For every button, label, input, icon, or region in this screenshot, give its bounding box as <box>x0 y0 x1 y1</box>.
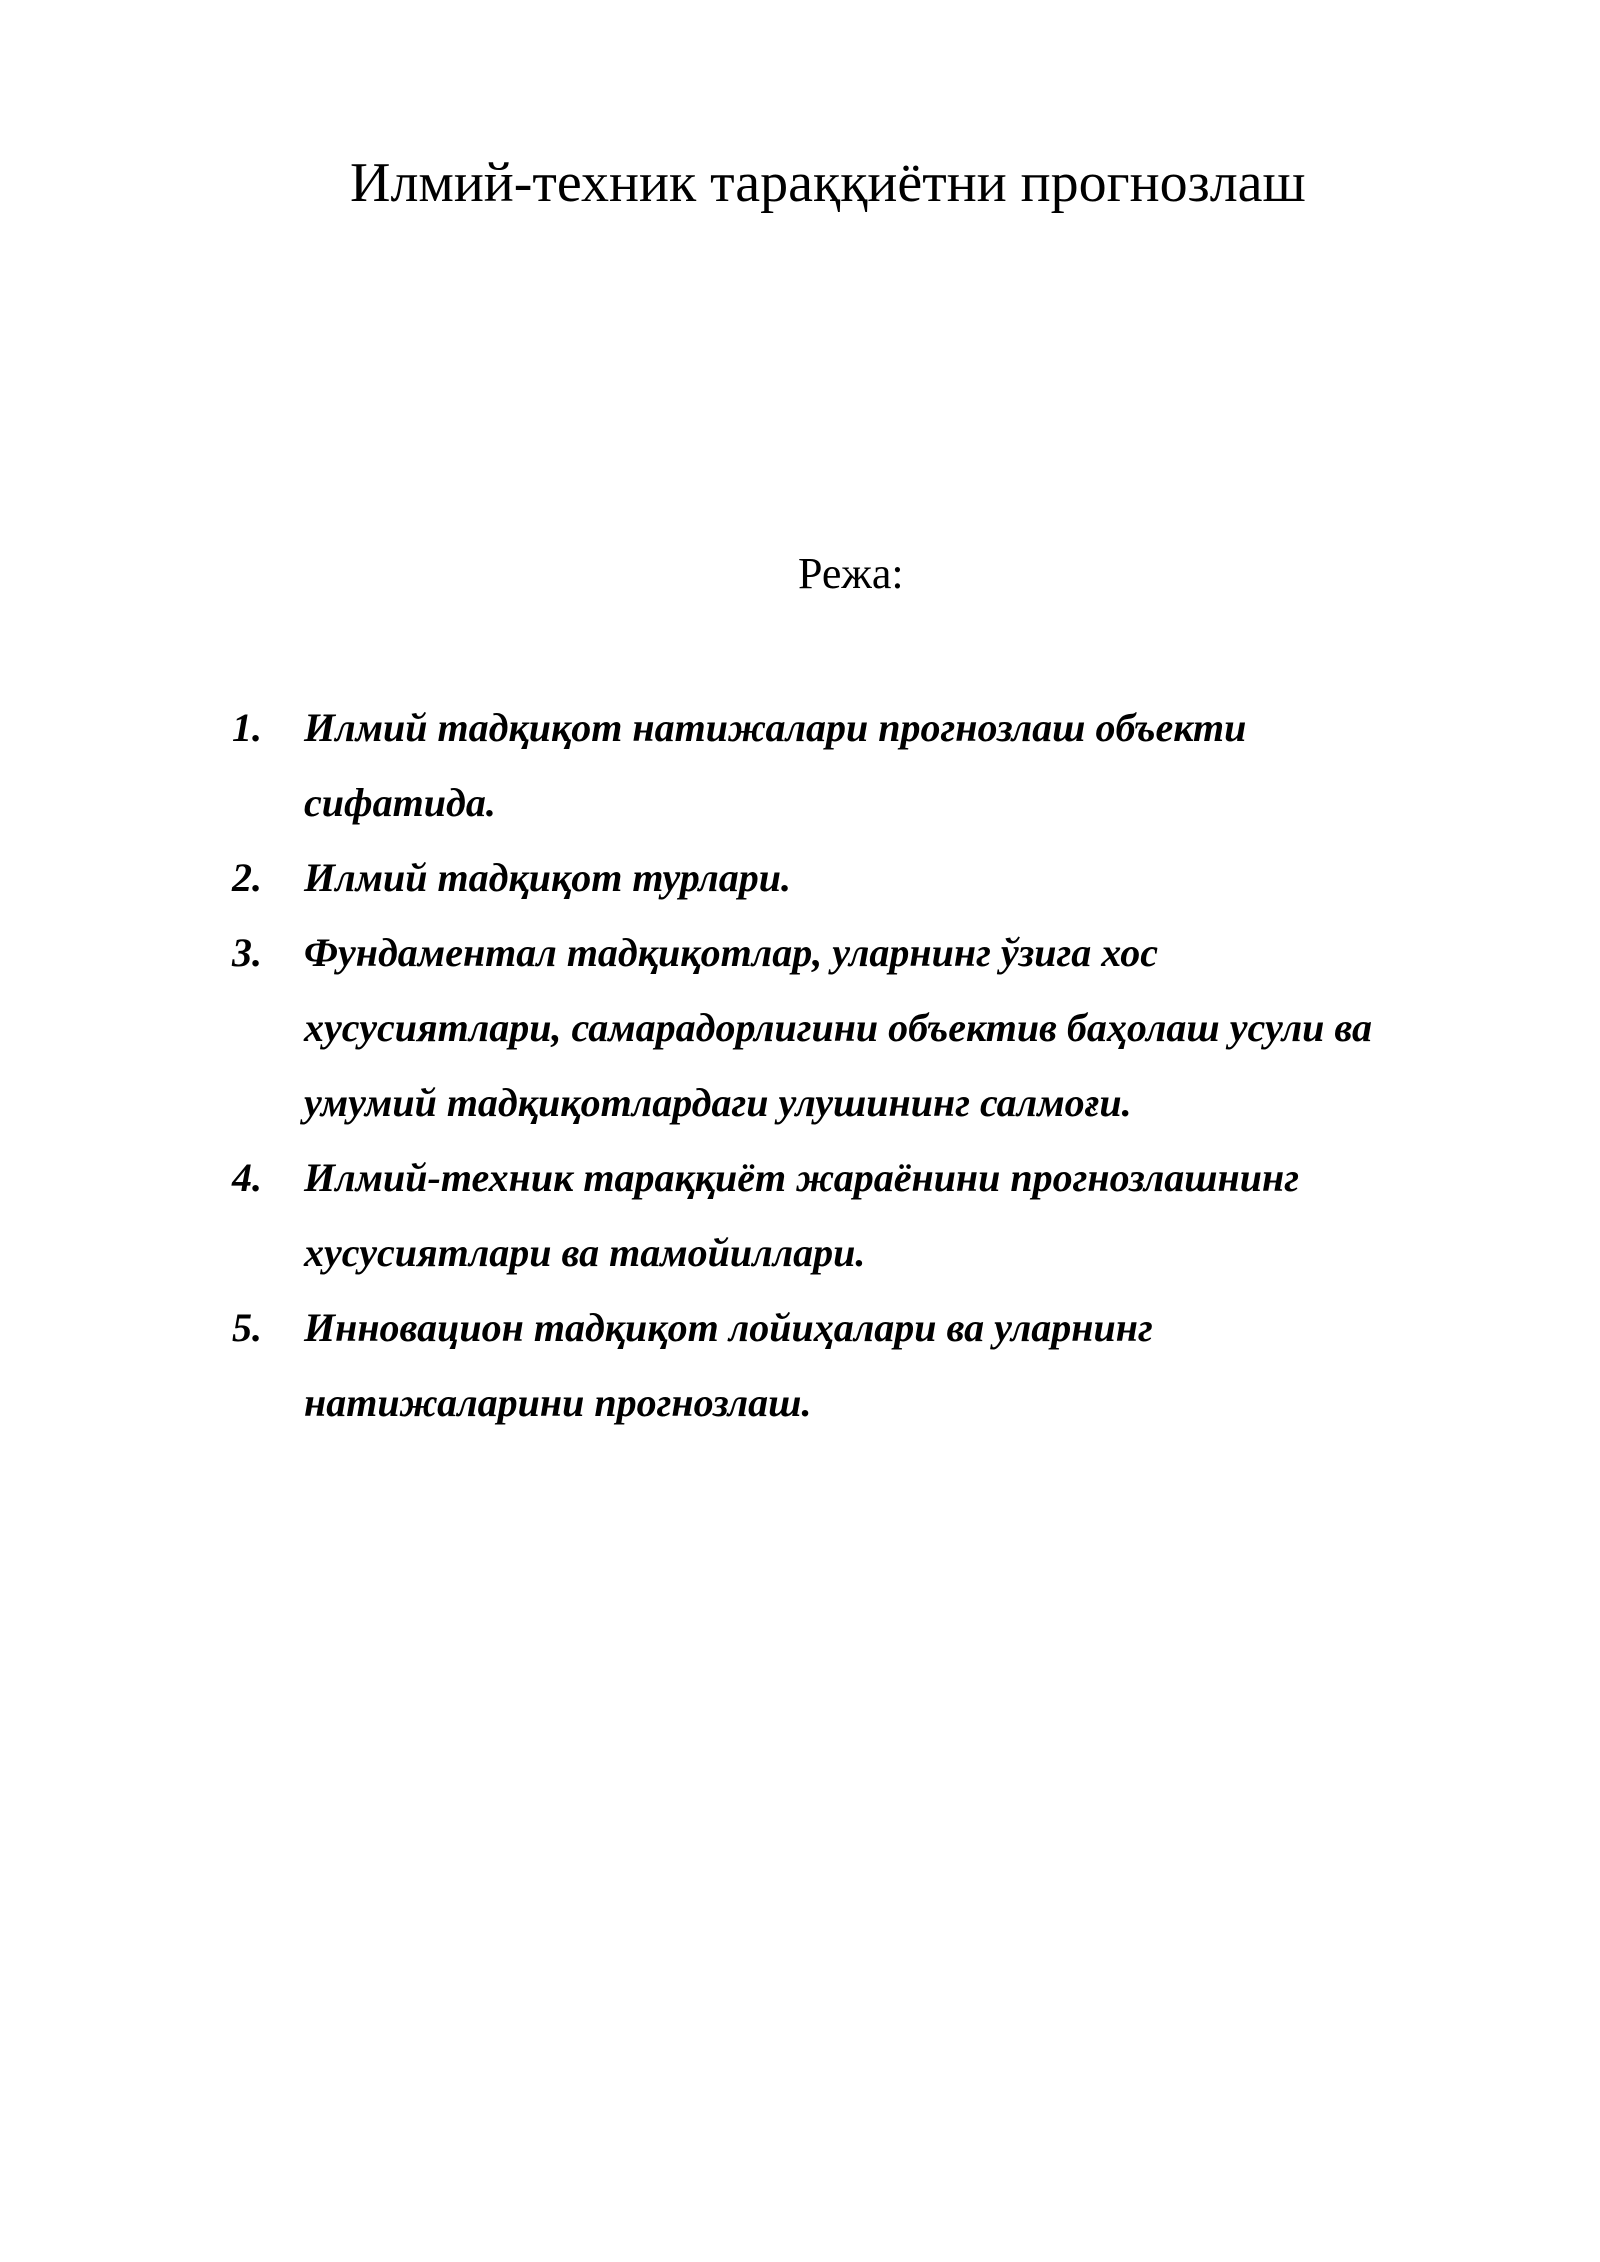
plan-item-number: 1. <box>232 705 262 750</box>
plan-item-line: хусусиятлари, самарадорлигини объектив баҳолаш усули ва <box>304 1005 1373 1050</box>
plan-item-number: 3. <box>232 930 262 975</box>
plan-item-line: Илмий тадқиқот турлари. <box>304 855 791 900</box>
plan-item-number: 2. <box>232 855 262 900</box>
plan-item-line: Илмий-техник тараққиёт жараёнини прогнозлашнинг <box>304 1155 1299 1200</box>
plan-item-text <box>304 1290 1492 1440</box>
plan-item-number: 5. <box>232 1305 262 1350</box>
plan-item-line: умумий тадқиқотлардаги улушининг салмоғи. <box>304 1080 1132 1125</box>
plan-item-line: Инновацион тадқиқот лойиҳалари ва уларнинг <box>304 1305 1153 1350</box>
plan-item-line: натижаларини прогнозлаш. <box>304 1380 812 1425</box>
plan-item-text <box>304 840 1492 915</box>
plan-item-text <box>304 1140 1492 1290</box>
plan-list <box>232 690 1492 1440</box>
plan-item-4 <box>232 1140 1492 1290</box>
plan-item-5 <box>232 1290 1492 1440</box>
document-title: Илмий-техник тараққиётни прогнозлаш <box>350 152 1306 214</box>
plan-item-line: Фундаментал тадқиқотлар, уларнинг ўзига хос <box>304 930 1158 975</box>
plan-item-2 <box>232 840 1492 915</box>
plan-heading: Режа: <box>798 549 904 598</box>
plan-item-3 <box>232 915 1492 1140</box>
plan-item-text <box>304 690 1492 840</box>
plan-item-1 <box>232 690 1492 840</box>
plan-item-text <box>304 915 1492 1140</box>
plan-item-line: Илмий тадқиқот натижалари прогнозлаш объекти <box>304 705 1247 750</box>
plan-item-line: хусусиятлари ва тамойиллари. <box>304 1230 866 1275</box>
plan-item-number: 4. <box>232 1155 262 1200</box>
plan-item-line: сифатида. <box>304 780 496 825</box>
